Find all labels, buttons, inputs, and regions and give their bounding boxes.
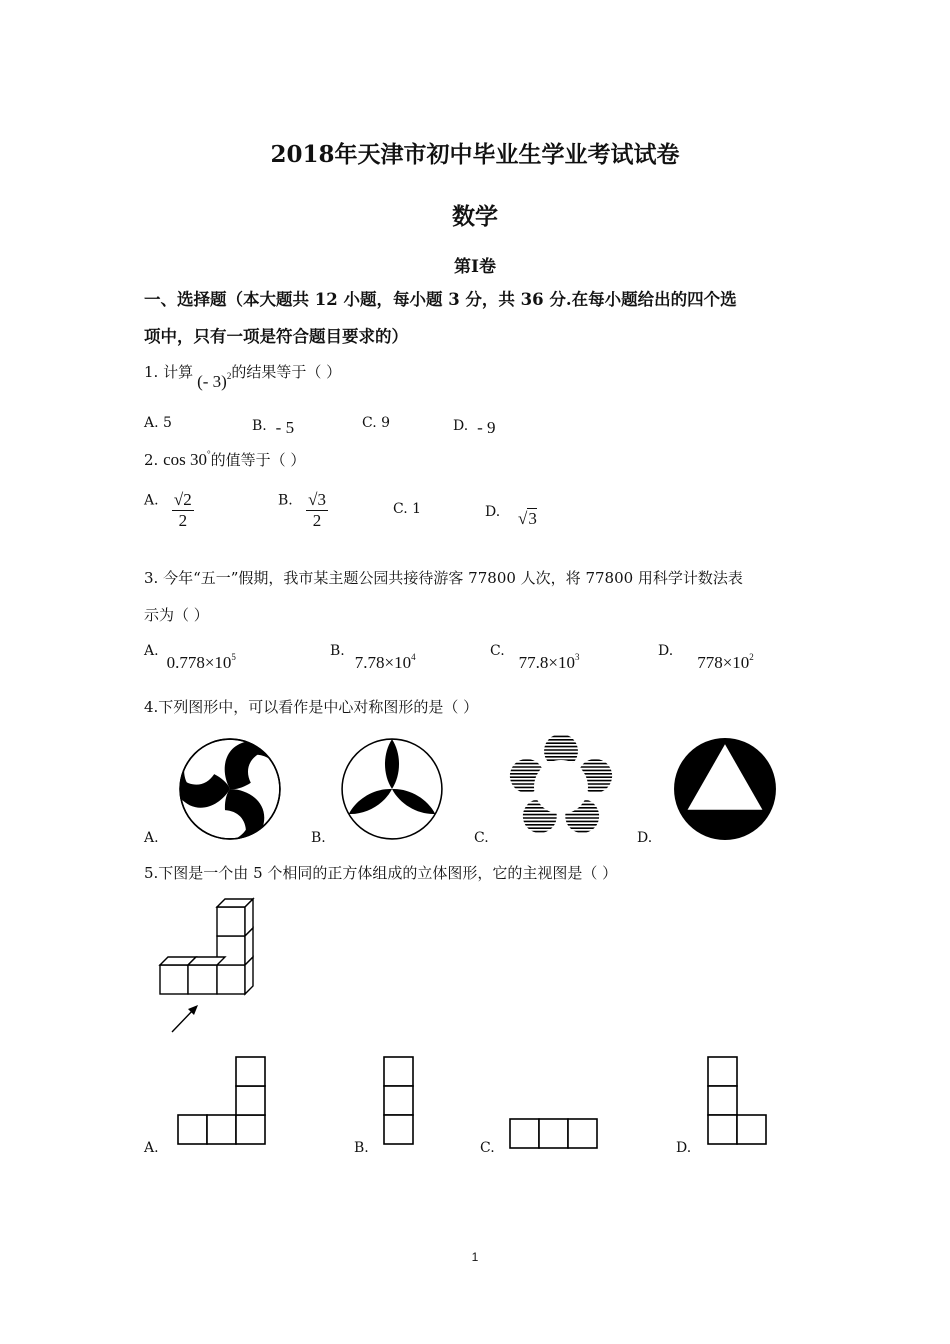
q4-label-a: A. xyxy=(144,830,159,846)
q1-option-a[interactable]: A. 5 xyxy=(144,415,172,431)
q2-option-c[interactable]: C. 1 xyxy=(393,501,422,517)
section-heading-line2: 项中，只有一项是符合题目要求的） xyxy=(144,327,408,346)
q1-stem xyxy=(144,361,342,391)
page-number: 1 xyxy=(471,1250,479,1264)
q4-label-b: B. xyxy=(311,830,326,846)
q5-option-b-figure[interactable] xyxy=(382,1056,416,1148)
q5-label-d: D. xyxy=(676,1140,692,1156)
section-heading-line1: 一、选择题（本大题共 12 小题，每小题 3 分，共 36 分.在每小题给出的四个选 xyxy=(144,290,737,309)
q1-option-d[interactable]: D. - 9 xyxy=(453,418,496,437)
q4-label-d: D. xyxy=(637,830,653,846)
q3-option-a[interactable]: $A.0.778\times 10^5$ xyxy=(144,643,236,672)
q5-option-a-figure[interactable] xyxy=(176,1056,268,1148)
q5-option-c-figure[interactable] xyxy=(508,1117,600,1151)
q3-option-b[interactable]: $B.7.78\times 10^4$ xyxy=(330,643,416,672)
q1-prefix: 1. 计算 xyxy=(144,363,194,381)
q1-option-c[interactable]: C. 9 xyxy=(362,415,391,431)
q2-option-a[interactable]: A. $\frac{√2}{2}$ xyxy=(144,490,192,530)
exam-title: 2018年天津市初中毕业生学业考试试卷 xyxy=(270,141,680,168)
q5-label-a: A. xyxy=(144,1140,159,1156)
q5-label-c: C. xyxy=(480,1140,495,1156)
q3-option-d[interactable]: $D.778\times 10^2$ xyxy=(658,643,754,672)
q5-option-d-figure[interactable] xyxy=(706,1056,770,1148)
volume-title: 第Ⅰ卷 xyxy=(454,257,496,277)
q1-option-b[interactable]: B. - 5 xyxy=(252,418,295,437)
q4-figure-c[interactable] xyxy=(505,737,617,837)
q4-label-c: C. xyxy=(474,830,489,846)
q1-expression: (- 3)$^2$ xyxy=(197,371,232,391)
q1-suffix: 的结果等于（ ） xyxy=(231,363,342,381)
q5-label-b: B. xyxy=(354,1140,369,1156)
subject-title: 数学 xyxy=(452,203,498,230)
q4-figure-a[interactable] xyxy=(178,737,282,841)
q4-figure-d[interactable] xyxy=(673,737,777,841)
q3-stem-line1: 3. 今年“五一”假期，我市某主题公园共接待游客 77800 人次，将 77800 用科学计数法表 xyxy=(144,569,743,587)
q3-stem-line2: 示为（ ） xyxy=(144,606,209,624)
q4-figure-b[interactable] xyxy=(340,737,444,841)
q5-solid-figure xyxy=(150,895,270,1040)
q4-stem: 4.下列图形中，可以看作是中心对称图形的是（ ） xyxy=(144,698,479,716)
q3-option-c[interactable]: $C.77.8\times 10^3$ xyxy=(490,643,580,672)
q2-option-d[interactable]: D. √3 xyxy=(485,504,537,528)
q2-option-b[interactable]: B. $\frac{√3}{2}$ xyxy=(278,490,326,530)
q5-stem: 5.下图是一个由 5 个相同的正方体组成的立体图形，它的主视图是（ ） xyxy=(144,864,618,882)
q2-stem: 2. cos 30°的值等于（ ） xyxy=(144,449,306,469)
q2-expression: cos 30° xyxy=(163,449,211,469)
